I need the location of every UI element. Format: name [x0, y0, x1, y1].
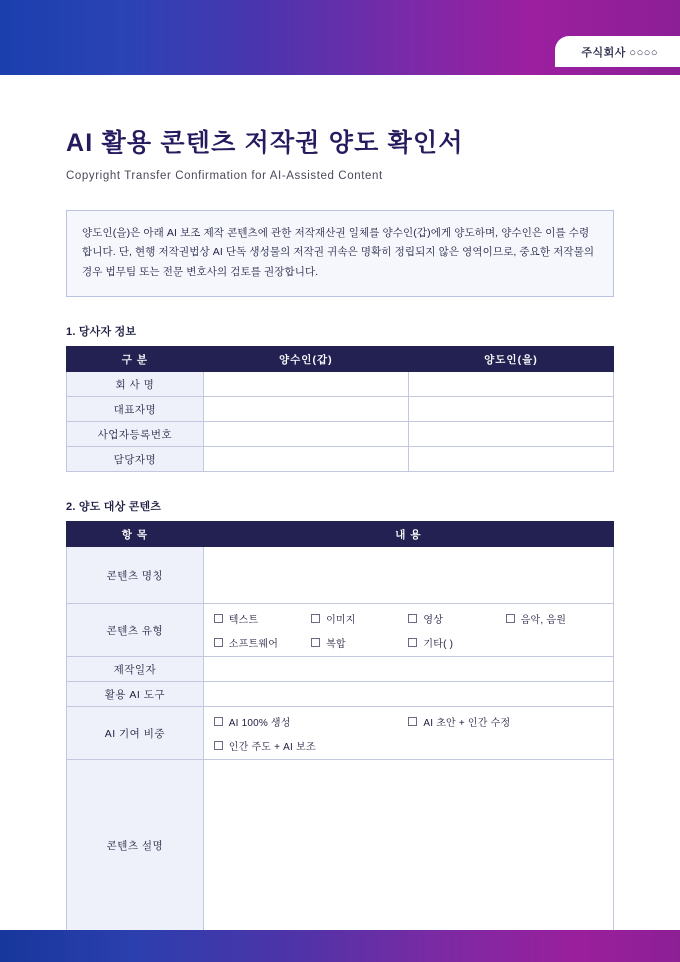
company-tab: [555, 36, 680, 67]
checkbox-composite[interactable]: [311, 635, 408, 650]
checkbox-icon[interactable]: [311, 638, 320, 647]
checkbox-icon[interactable]: [408, 638, 417, 647]
checkbox-label: 이미지: [326, 615, 356, 627]
row-label-content-title: 콘텐츠 명칭: [67, 547, 204, 604]
field-ai-contribution: [203, 707, 613, 760]
checkbox-icon[interactable]: [408, 614, 417, 623]
checkbox-human-led-ai-assist[interactable]: [214, 738, 409, 753]
row-label-representative: 대표자명: [67, 397, 204, 422]
field-ai-tools[interactable]: [203, 682, 613, 707]
checkbox-label: 영상: [423, 615, 444, 627]
notice-box: 양도인(을)은 아래 AI 보조 제작 콘텐츠에 관한 저작재산권 일체를 양수인(갑)에게 양도하며, 양수인은 이를 수령합니다. 단, 현행 저작권법상 AI 단독 생성물의 저작권 귀속은 명확히 정립되지 않은 영역이므로, 중요한 저작물의 경우 법무팀 또는 전문 변호사의 검토를 권장합니다.: [66, 210, 614, 297]
table-row: [67, 657, 614, 682]
party-info-table: [66, 346, 614, 472]
field-content-type: [203, 604, 613, 657]
field-production-date[interactable]: [203, 657, 613, 682]
checkbox-label: 소프트웨어: [228, 639, 279, 651]
column-header-assignee: 양수인(갑): [203, 347, 408, 372]
checkbox-icon[interactable]: [408, 717, 417, 726]
row-label-production-date: 제작일자: [67, 657, 204, 682]
checkbox-icon[interactable]: [214, 741, 223, 750]
section-2-heading: 2. 양도 대상 콘텐츠: [66, 501, 162, 514]
top-gradient-banner: [0, 0, 680, 75]
table-row: [67, 397, 614, 422]
checkbox-icon[interactable]: [214, 638, 223, 647]
document-body: [0, 75, 680, 931]
table-row: [67, 707, 614, 760]
checkbox-label: AI 초안 + 인간 수정: [423, 718, 511, 730]
column-header-category: 구 분: [67, 347, 204, 372]
field-content-description[interactable]: [203, 760, 613, 931]
column-header-assignor: 양도인(을): [408, 347, 613, 372]
field-business-number-assignee[interactable]: [203, 422, 408, 447]
row-label-company-name: 회 사 명: [67, 372, 204, 397]
field-representative-assignee[interactable]: [203, 397, 408, 422]
checkbox-label: AI 100% 생성: [228, 718, 291, 730]
ai-contribution-checkbox-group: [204, 707, 613, 759]
field-contact-person-assignee[interactable]: [203, 447, 408, 472]
field-contact-person-assignor[interactable]: [408, 447, 613, 472]
section-1-heading: 1. 당사자 정보: [66, 326, 137, 339]
checkbox-image[interactable]: [311, 611, 408, 626]
column-header-item: 항 목: [67, 522, 204, 547]
table-row: [67, 604, 614, 657]
field-content-title[interactable]: [203, 547, 613, 604]
row-label-business-number: 사업자등록번호: [67, 422, 204, 447]
field-company-name-assignor[interactable]: [408, 372, 613, 397]
checkbox-music[interactable]: [506, 611, 603, 626]
checkbox-label: 음악, 음원: [520, 615, 567, 627]
table-row: [67, 422, 614, 447]
company-name: 주식회사 ○○○○: [581, 46, 658, 59]
content-type-checkbox-group: [204, 604, 613, 656]
checkbox-ai-draft-human-edit[interactable]: [408, 714, 603, 729]
checkbox-other[interactable]: [408, 635, 505, 650]
row-label-content-type: 콘텐츠 유형: [67, 604, 204, 657]
checkbox-ai-full[interactable]: [214, 714, 409, 729]
table-row: [67, 372, 614, 397]
field-company-name-assignee[interactable]: [203, 372, 408, 397]
checkbox-video[interactable]: [408, 611, 505, 626]
table-row: [67, 547, 614, 604]
row-label-ai-tools: 활용 AI 도구: [67, 682, 204, 707]
checkbox-icon[interactable]: [214, 717, 223, 726]
table-row: [67, 760, 614, 931]
table-header-row: [67, 522, 614, 547]
table-row: [67, 447, 614, 472]
page-subtitle: Copyright Transfer Confirmation for AI-Assisted Content: [66, 170, 383, 182]
checkbox-icon[interactable]: [214, 614, 223, 623]
checkbox-label: 기타( ): [423, 639, 454, 651]
checkbox-label: 인간 주도 + AI 보조: [228, 742, 316, 754]
row-label-contact-person: 담당자명: [67, 447, 204, 472]
field-business-number-assignor[interactable]: [408, 422, 613, 447]
column-header-detail: 내 용: [203, 522, 613, 547]
page-title: AI 활용 콘텐츠 저작권 양도 확인서: [66, 129, 464, 157]
checkbox-software[interactable]: [214, 635, 311, 650]
content-table: [66, 521, 614, 931]
bottom-gradient-banner: [0, 930, 680, 962]
row-label-content-description: 콘텐츠 설명: [67, 760, 204, 931]
field-representative-assignor[interactable]: [408, 397, 613, 422]
checkbox-text[interactable]: [214, 611, 311, 626]
checkbox-icon[interactable]: [311, 614, 320, 623]
table-header-row: [67, 347, 614, 372]
checkbox-label: 복합: [326, 639, 346, 651]
checkbox-label: 텍스트: [228, 615, 259, 627]
row-label-ai-contribution: AI 기여 비중: [67, 707, 204, 760]
table-row: [67, 682, 614, 707]
checkbox-icon[interactable]: [506, 614, 515, 623]
